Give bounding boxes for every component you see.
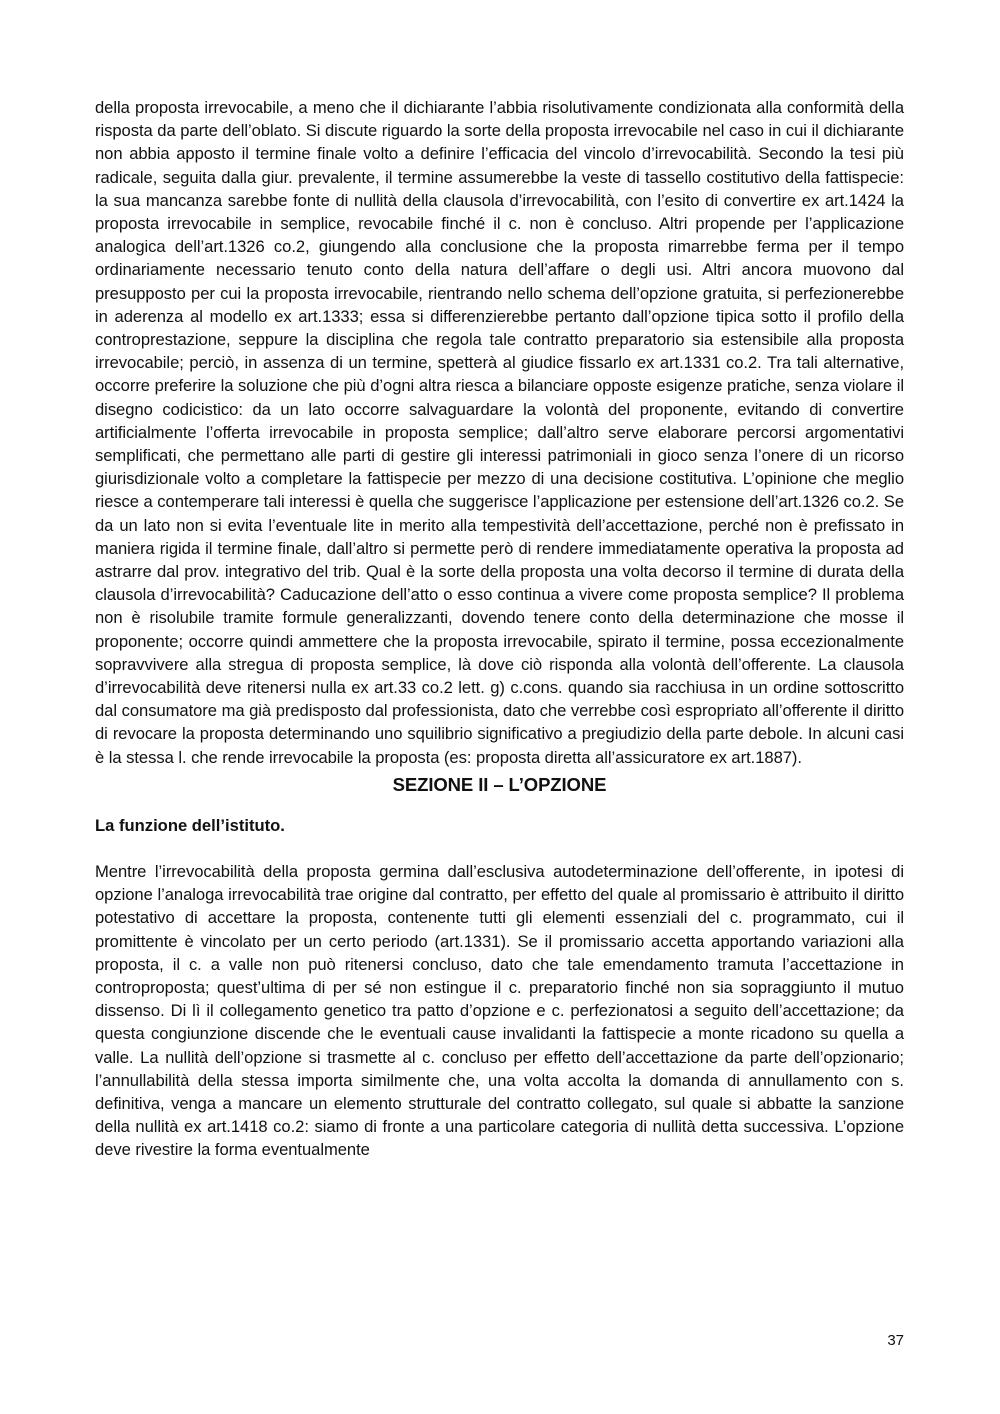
subheading: La funzione dell’istituto. bbox=[95, 815, 285, 835]
section-title: SEZIONE II – L’OPZIONE bbox=[392, 773, 607, 795]
body-paragraph-proposta-irrevocabile: della proposta irrevocabile, a meno che il dichiarante l’abbia risolutivamente condizionata alla conformità della risposta da parte dell’oblato. Si discute riguardo la sorte della proposta irrevocabile nel caso in cui il dichiarante non abbia apposto il termine finale volto a definire l’efficacia del vincolo d’irrevocabilità. Secondo la tesi più radicale, seguita dalla giur. prevalente, il termine assumerebbe la veste di tassello costitutivo della fattispecie: la sua mancanza sarebbe fonte di nullità della clausola d’irrevocabilità, con l’esito di convertire ex art.1424 la proposta irrevocabile in semplice, revocabile finché il c. non è concluso. Altri propende per l’applicazione analogica dell’art.1326 co.2, giungendo alla conclusione che la proposta rimarrebbe ferma per il tempo ordinariamente necessario tenuto conto della natura dell’affare o degli usi. Altri ancora muovono dal presupposto per cui la proposta irrevocabile, rientrando nello schema dell’opzione gratuita, si perfezionerebbe in aderenza al modello ex art.1333; essa si differenzierebbe pertanto dall’opzione tipica sotto il profilo della controprestazione, seppure la disciplina che regola tale contratto preparatorio sia estensibile alla proposta irrevocabile; perciò, in assenza di un termine, spetterà al giudice fissarlo ex art.1331 co.2. Tra tali alternative, occorre preferire la soluzione che più d’ogni altra riesca a bilanciare opposte esigenze pratiche, senza violare il disegno codicistico: da un lato occorre salvaguardare la volontà del proponente, evitando di convertire artificialmente l’offerta irrevocabile in proposta semplice; dall’altro serve elaborare percorsi argomentativi semplificati, che permettano alle parti di gestire gli interessi patrimoniali in gioco senza l’onere di un ricorso giurisdizionale volto a completare la fattispecie per mezzo di una decisione costitutiva. L’opinione che meglio riesce a contemperare tali interessi è quella che suggerisce l’applicazione per estensione dell’art.1326 co.2. Se da un lato non si evita l’eventuale lite in merito alla tempestività dell’accettazione, perché non è prefissato in maniera rigida il termine finale, dall’altro si permette però di rendere immediatamente operativa la proposta ad astrarre dal prov. integrativo del trib. Qual è la sorte della proposta una volta decorso il termine di durata della clausola d’irrevocabilità? Caducazione dell’atto o esso continua a vivere come proposta semplice? Il problema non è risolubile tramite formule generalizzanti, dovendo tenere conto della determinazione che mosse il proponente; occorre quindi ammettere che la proposta irrevocabile, spirato il termine, possa eccezionalmente sopravvivere alla stregua di proposta semplice, là dove ciò risponda alla volontà dell’offerente. La clausola d’irrevocabilità deve ritenersi nulla ex art.33 co.2 lett. g) c.cons. quando sia racchiusa in un ordine sottoscritto dal consumatore ma già predisposto dal professionista, dato che verrebbe così espropriato all’offerente il diritto di revocare la proposta determinando uno squilibrio significativo a pregiudizio della parte debole. In alcuni casi è la stessa l. che rende irrevocabile la proposta (es: proposta diretta all’assicuratore ex art.1887). bbox=[95, 98, 904, 767]
body-paragraph-opzione: Mentre l’irrevocabilità della proposta germina dall’esclusiva autodeterminazione dell’offerente, in ipotesi di opzione l’analoga irrevocabilità trae origine dal contratto, per effetto del quale al promissario è attribuito il diritto potestativo di accettare la proposta, contenente tutti gli elementi essenziali del c. programmato, cui il promittente è vincolato per un certo periodo (art.1331). Se il promissario accetta apportando variazioni alla proposta, il c. a valle non può ritenersi concluso, dato che tale emendamento tramuta l’accettazione in controproposta; quest’ultima di per sé non estingue il c. preparatorio finché non sia sopraggiunto il mutuo dissenso. Di lì il collegamento genetico tra patto d’opzione e c. perfezionatosi a seguito dell’accettazione; da questa congiunzione discende che le eventuali cause invalidanti la fattispecie a monte ricadono su quella a valle. La nullità dell’opzione si trasmette al c. concluso per effetto dell’accettazione da parte dell’opzionario; l’annullabilità della stessa importa similmente che, una volta accolta la domanda di annullamento con s. definitiva, venga a mancare un elemento strutturale del contratto collegato, sul quale si abbatte la sanzione della nullità ex art.1418 co.2: siamo di fronte a una particolare categoria di nullità detta successiva. L’opzione deve rivestire la forma eventualmente bbox=[95, 861, 904, 1160]
page-body bbox=[95, 96, 904, 1162]
page-number: 37 bbox=[887, 1332, 904, 1349]
